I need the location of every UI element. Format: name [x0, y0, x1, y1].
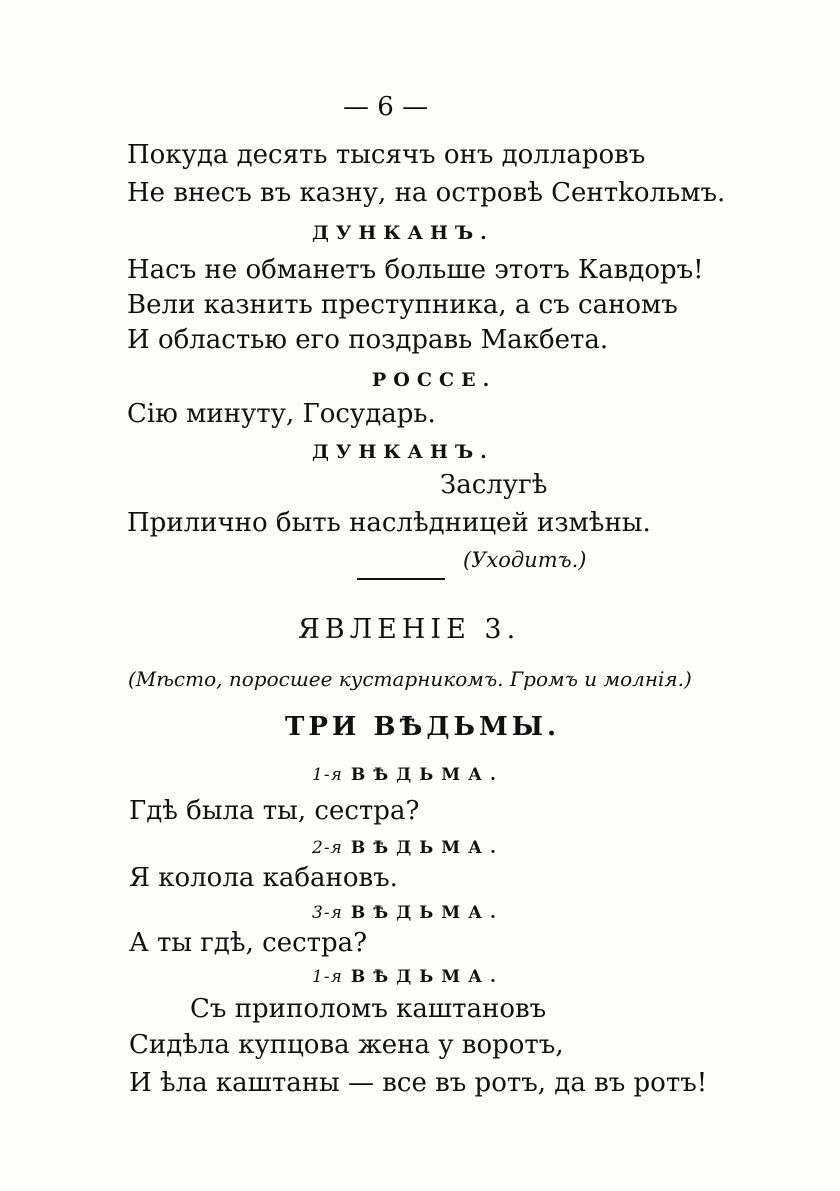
characters-heading: ТРИ ВѢДЬМЫ.	[285, 712, 561, 742]
speaker-name	[312, 760, 504, 790]
speaker-name: РОССЕ.	[372, 369, 497, 391]
verse-line: И областью его поздравь Макбета.	[127, 325, 609, 355]
speaker-number: 1-я	[312, 765, 343, 785]
speaker-name: ДУНКАНЪ.	[312, 441, 494, 463]
page-number: — 6 —	[343, 92, 429, 122]
verse-line: Насъ не обманетъ больше этотъ Кавдоръ!	[127, 255, 704, 285]
speaker-number: 3-я	[312, 903, 343, 923]
speaker-name: ДУНКАНЪ.	[312, 222, 494, 244]
speaker-name	[312, 833, 504, 863]
verse-line: Гдѣ была ты, сестра?	[129, 796, 420, 826]
stage-direction: (Уходитъ.)	[463, 548, 587, 572]
verse-line: Покуда десять тысячъ онъ долларовъ	[127, 140, 646, 170]
speaker-name	[312, 962, 504, 992]
speaker-label: ВѢДЬМА.	[350, 967, 504, 987]
speaker-number: 2-я	[312, 838, 343, 858]
verse-line: А ты гдѣ, сестра?	[129, 928, 368, 958]
speaker-number: 1-я	[312, 967, 343, 987]
verse-line: Не внесъ въ казну, на островѣ Сентkольмъ.	[127, 178, 726, 208]
speaker-label: ВѢДЬМА.	[350, 765, 504, 785]
verse-line: Заслугѣ	[440, 470, 548, 500]
scene-direction: (Мѣсто, поросшее кустарникомъ. Громъ и молнiя.)	[128, 667, 692, 691]
speaker-name	[312, 898, 504, 928]
verse-line: Сидѣла купцова жена у воротъ,	[129, 1030, 564, 1060]
speaker-label: ВѢДЬМА.	[350, 903, 504, 923]
speaker-label: ВѢДЬМА.	[350, 838, 504, 858]
scene-title: ЯВЛЕНIЕ 3.	[298, 614, 521, 645]
verse-line: Сiю минуту, Государь.	[127, 399, 436, 429]
verse-line: Я колола кабановъ.	[129, 863, 398, 893]
verse-line: Съ приполомъ каштановъ	[190, 994, 547, 1024]
verse-line: Вели казнить преступника, а съ саномъ	[127, 290, 678, 320]
section-divider	[357, 578, 445, 580]
verse-line: И ѣла каштаны — все въ ротъ, да въ ротъ!	[129, 1068, 708, 1098]
verse-line: Прилично быть наслѣдницей измѣны.	[127, 508, 651, 538]
